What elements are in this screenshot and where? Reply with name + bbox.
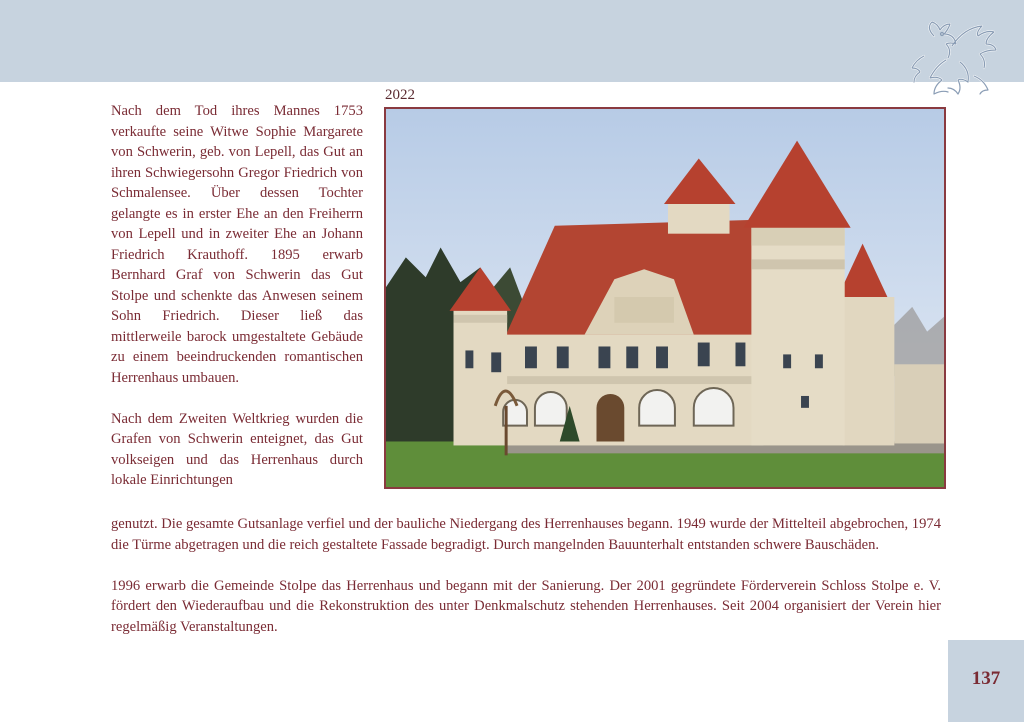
- photo-year-caption: 2022: [385, 87, 415, 103]
- page-number: 137: [971, 668, 1001, 689]
- paragraph-postwar-end: genutzt. Die gesamte Gutsanlage verfiel und der bauliche Niedergang des Herrenhauses begann. 1949 wurde der Mittelteil abgebrochen, 1974 die Türme abgetragen und die reich gestaltete Fassade begradigt. Durch mangelnden Bauunterhalt entstanden schwere Bauschäden.: [111, 516, 941, 553]
- paragraph-restoration: 1996 erwarb die Gemeinde Stolpe das Herrenhaus und begann mit der Sanierung. Der 2001 gegründete Förderverein Schloss Stolpe e. V. fördert den Wiederaufbau und die Rekonstruktion des unter Denkmalschutz stehenden Herrenhauses. Seit 2004 organisiert der Verein hier regelmäßig Veranstaltungen.: [111, 577, 941, 635]
- paragraph-history: Nach dem Tod ihres Mannes 1753 verkaufte seine Witwe Sophie Margarete von Schwerin, geb. von Lepell, das Gut an ihren Schwiegersohn Gregor Friedrich von Schmalensee. Über dessen Tochter gelangte es in erster Ehe an den Freiherrn von Lepell und in zweiter Ehe an Johann Friedrich Krauthoff. 1895 erwarb Bernhard Graf von Schwerin das Gut Stolpe und schenkte das Anwesen seinem Sohn Friedrich. Dieser ließ das mittlerweile barock umgestaltete Gebäude zu einem beeindruckenden romantischen Herrenhaus umbauen.: [111, 103, 363, 386]
- griffin-emblem-icon: [904, 16, 1004, 106]
- wide-text-block: [111, 514, 941, 637]
- narrow-text-column: [111, 101, 363, 491]
- header-band: [0, 0, 1024, 82]
- manor-house-photo: [384, 107, 946, 489]
- paragraph-postwar-start: Nach dem Zweiten Weltkrieg wurden die Grafen von Schwerin enteignet, das Gut volkseigen und das Herrenhaus durch lokale Einrichtungen: [111, 410, 363, 488]
